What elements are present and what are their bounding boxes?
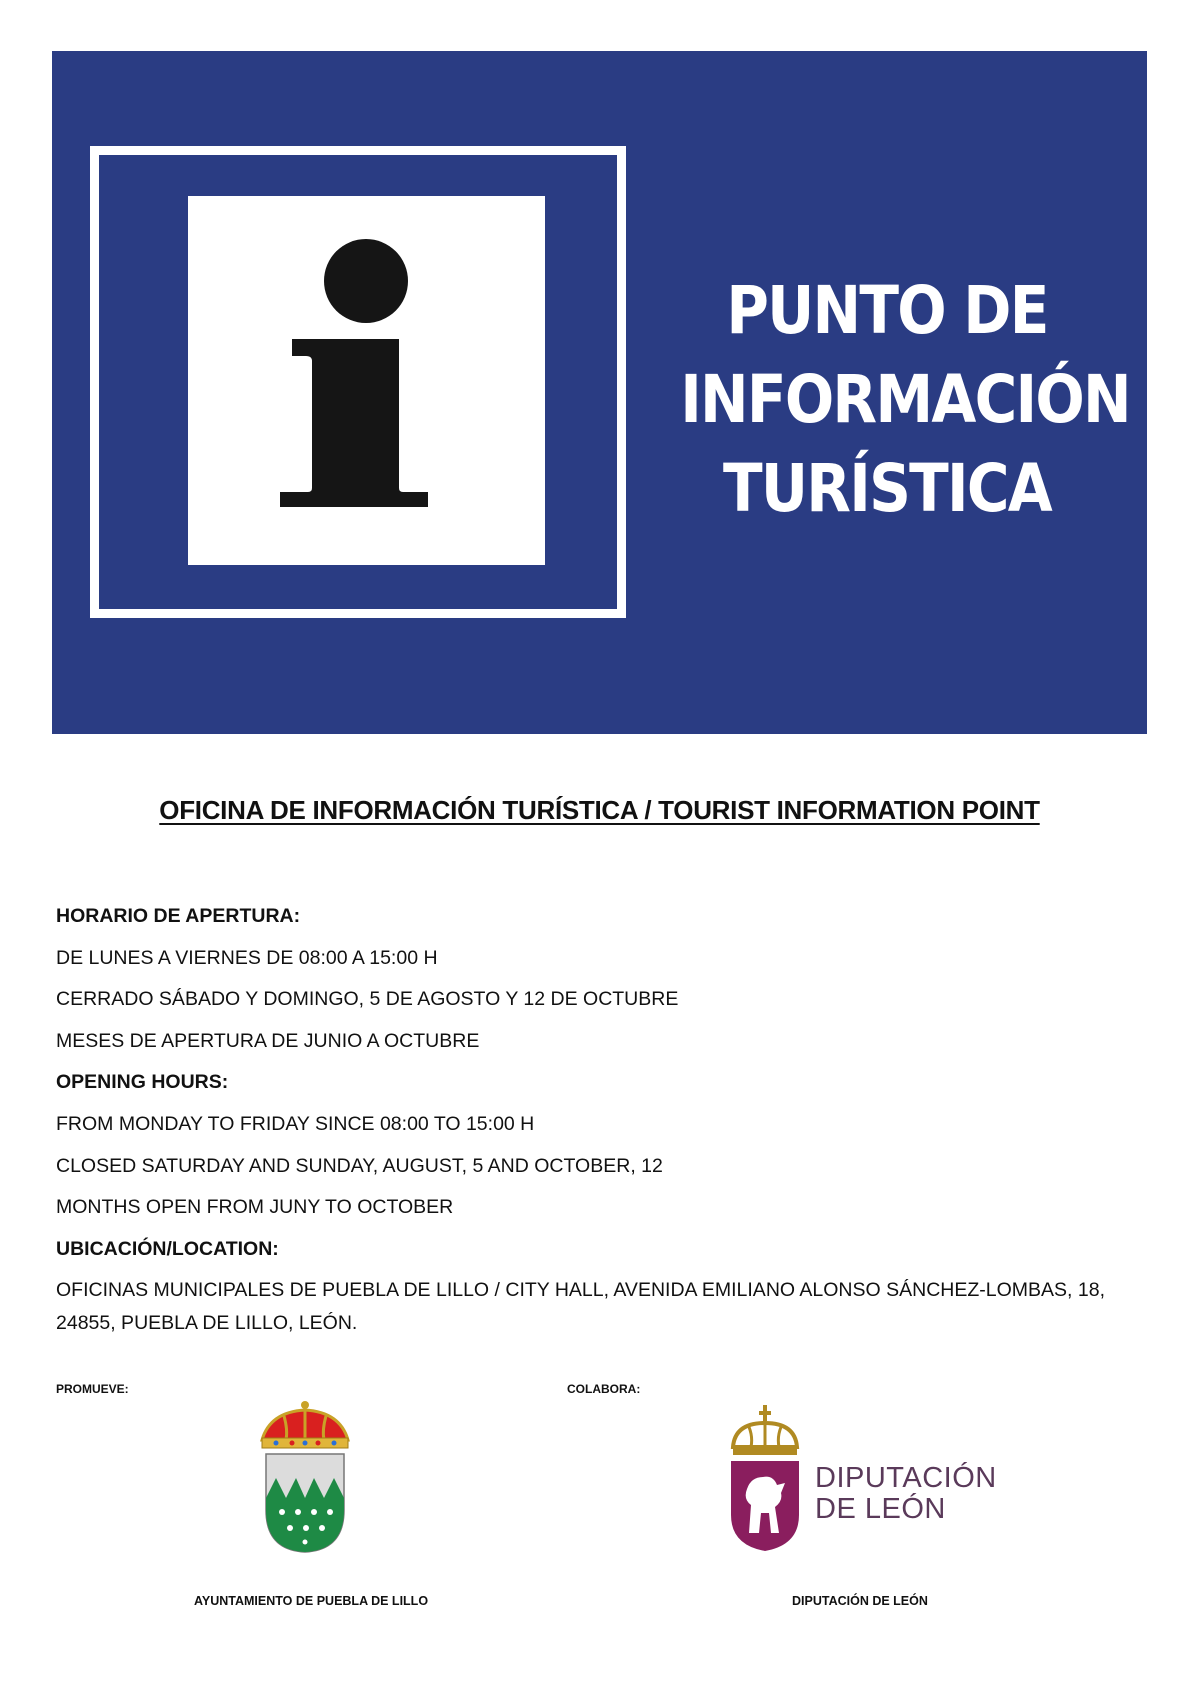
information-i-icon bbox=[188, 196, 545, 565]
banner-title-line2: INFORMACIÓN bbox=[680, 361, 1130, 438]
colabora-label: COLABORA: bbox=[567, 1382, 641, 1396]
schedule-es-line3: MESES DE APERTURA DE JUNIO A OCTUBRE bbox=[56, 1029, 480, 1052]
banner-title-line1: PUNTO DE bbox=[726, 272, 1048, 349]
diputacion-leon-logo bbox=[725, 1405, 1025, 1555]
diputacion-leon-crest-icon bbox=[725, 1405, 805, 1555]
info-sign bbox=[188, 196, 545, 565]
banner-title-line3: TURÍSTICA bbox=[723, 450, 1051, 527]
info-section bbox=[56, 898, 1156, 1340]
location-address: OFICINAS MUNICIPALES DE PUEBLA DE LILLO / CITY HALL, AVENIDA EMILIANO ALONSO SÁNCHEZ-LOMBAS, 18, 24855, PUEBLA DE LILLO, LEÓN. bbox=[56, 1279, 1105, 1335]
document-heading: OFICINA DE INFORMACIÓN TURÍSTICA / TOURIST INFORMATION POINT bbox=[159, 795, 1040, 825]
schedule-es-line1: DE LUNES A VIERNES DE 08:00 A 15:00 H bbox=[56, 946, 438, 969]
collaborator-caption: DIPUTACIÓN DE LEÓN bbox=[792, 1594, 928, 1608]
municipal-coat-of-arms bbox=[226, 1400, 384, 1554]
schedule-es-line2: CERRADO SÁBADO Y DOMINGO, 5 DE AGOSTO Y 12 DE OCTUBRE bbox=[56, 988, 679, 1011]
diputacion-logo-text bbox=[815, 1463, 997, 1525]
promoter-caption: AYUNTAMIENTO DE PUEBLA DE LILLO bbox=[194, 1594, 429, 1608]
diputacion-logo-line2: DE LEÓN bbox=[815, 1493, 946, 1525]
schedule-en-label: OPENING HOURS: bbox=[56, 1071, 229, 1094]
location-label: UBICACIÓN/LOCATION: bbox=[56, 1237, 279, 1260]
info-banner bbox=[52, 51, 1147, 734]
schedule-en-line1: FROM MONDAY TO FRIDAY SINCE 08:00 TO 15:00 H bbox=[56, 1112, 535, 1135]
municipal-coat-of-arms-icon bbox=[226, 1400, 384, 1554]
diputacion-logo-line1: DIPUTACIÓN bbox=[815, 1462, 997, 1494]
schedule-es-label: HORARIO DE APERTURA: bbox=[56, 905, 301, 927]
banner-title bbox=[680, 266, 1130, 533]
schedule-en-line2: CLOSED SATURDAY AND SUNDAY, AUGUST, 5 AND OCTOBER, 12 bbox=[56, 1154, 663, 1177]
schedule-en-line3: MONTHS OPEN FROM JUNY TO OCTOBER bbox=[56, 1196, 454, 1219]
promueve-label: PROMUEVE: bbox=[56, 1382, 129, 1396]
